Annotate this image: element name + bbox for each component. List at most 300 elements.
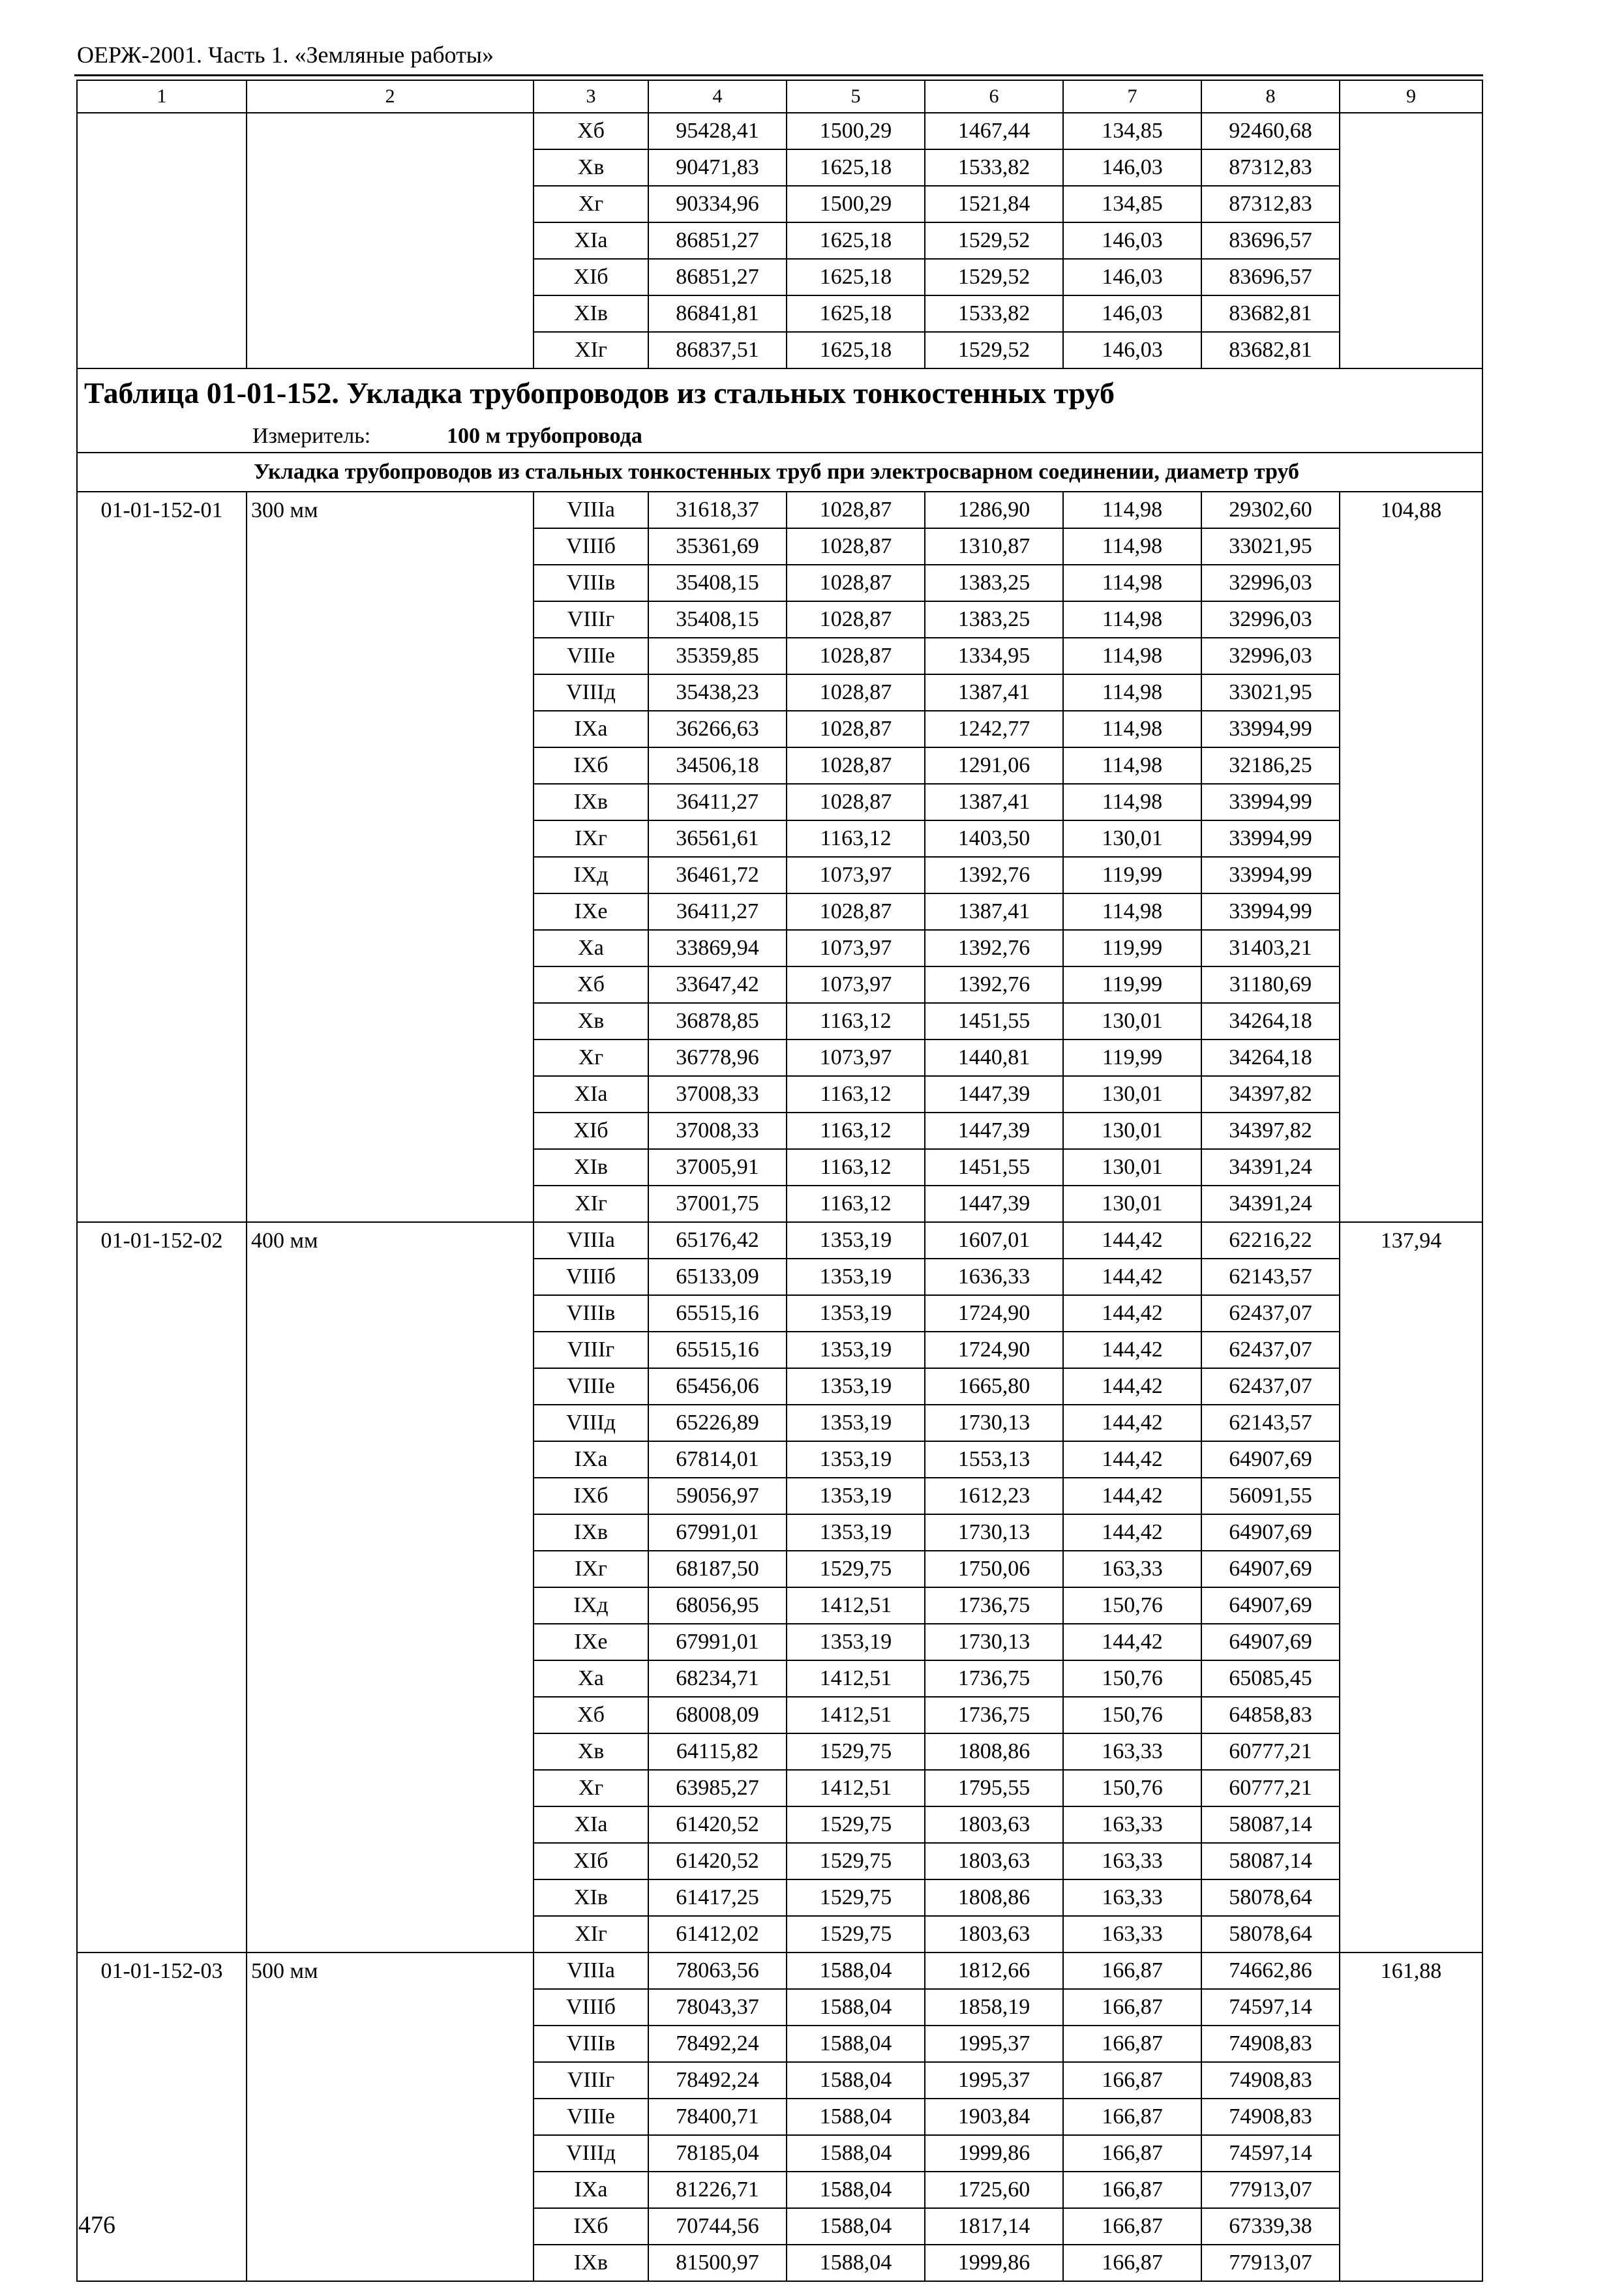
value-cell-c7: 146,03 [1063, 332, 1201, 368]
name-cell [247, 1733, 534, 1770]
zone-cell: VIIIб [534, 528, 648, 565]
unit-row [77, 421, 1482, 453]
value-cell-c8: 32996,03 [1201, 638, 1340, 674]
value-cell-c4: 35408,15 [648, 565, 787, 601]
code-cell [77, 2135, 247, 2172]
value-cell-c8: 62437,07 [1201, 1368, 1340, 1405]
zone-cell: VIIIе [534, 638, 648, 674]
value-cell-c4: 65133,09 [648, 1259, 787, 1295]
c9-cell [1340, 1587, 1482, 1624]
c9-cell [1340, 1916, 1482, 1952]
value-cell-c5: 1028,87 [787, 565, 925, 601]
value-cell-c7: 150,76 [1063, 1660, 1201, 1697]
c9-cell [1340, 930, 1482, 966]
code-cell [77, 1514, 247, 1551]
zone-cell: XIв [534, 295, 648, 332]
value-cell-c6: 1529,52 [925, 259, 1063, 295]
value-cell-c7: 130,01 [1063, 1186, 1201, 1222]
code-cell [77, 1806, 247, 1843]
value-cell-c6: 1803,63 [925, 1843, 1063, 1879]
table-row [77, 1222, 1482, 1259]
value-cell-c5: 1028,87 [787, 893, 925, 930]
value-cell-c5: 1588,04 [787, 2135, 925, 2172]
c9-cell [1340, 1733, 1482, 1770]
c9-cell [1340, 1259, 1482, 1295]
code-cell [77, 674, 247, 711]
code-cell [77, 2172, 247, 2208]
table-row [77, 1843, 1482, 1879]
value-cell-c5: 1412,51 [787, 1660, 925, 1697]
name-cell [247, 1879, 534, 1916]
code-cell [77, 2026, 247, 2062]
name-cell [247, 1989, 534, 2026]
value-cell-c4: 81226,71 [648, 2172, 787, 2208]
value-cell-c4: 68008,09 [648, 1697, 787, 1733]
value-cell-c7: 150,76 [1063, 1587, 1201, 1624]
zone-cell: IXа [534, 2172, 648, 2208]
value-cell-c4: 86851,27 [648, 259, 787, 295]
table-row [77, 1076, 1482, 1113]
value-cell-c4: 35361,69 [648, 528, 787, 565]
name-cell [247, 1149, 534, 1186]
code-cell [77, 1879, 247, 1916]
value-cell-c6: 1383,25 [925, 565, 1063, 601]
value-cell-c6: 1392,76 [925, 857, 1063, 893]
c9-cell [1340, 1879, 1482, 1916]
value-cell-c7: 134,85 [1063, 186, 1201, 222]
value-cell-c6: 1447,39 [925, 1113, 1063, 1149]
value-cell-c6: 1724,90 [925, 1295, 1063, 1332]
value-cell-c7: 163,33 [1063, 1551, 1201, 1587]
value-cell-c8: 74908,83 [1201, 2026, 1340, 2062]
zone-cell: VIIIв [534, 565, 648, 601]
c9-cell [1340, 601, 1482, 638]
name-cell [247, 1770, 534, 1806]
name-cell [247, 1332, 534, 1368]
value-cell-c8: 56091,55 [1201, 1478, 1340, 1514]
value-cell-c8: 87312,83 [1201, 149, 1340, 186]
table-row [77, 1478, 1482, 1514]
name-cell [247, 1551, 534, 1587]
c9-cell [1340, 1697, 1482, 1733]
name-cell [247, 1478, 534, 1514]
c9-cell [1340, 857, 1482, 893]
value-cell-c6: 1607,01 [925, 1222, 1063, 1259]
value-cell-c7: 144,42 [1063, 1478, 1201, 1514]
value-cell-c5: 1353,19 [787, 1295, 925, 1332]
c9-cell [1340, 259, 1482, 295]
value-cell-c4: 36266,63 [648, 711, 787, 747]
value-cell-c7: 166,87 [1063, 2135, 1201, 2172]
code-cell [77, 1770, 247, 1806]
value-cell-c4: 36411,27 [648, 893, 787, 930]
value-cell-c4: 59056,97 [648, 1478, 787, 1514]
code-cell [77, 638, 247, 674]
c9-cell [1340, 565, 1482, 601]
zone-cell: IXе [534, 1624, 648, 1660]
value-cell-c4: 68056,95 [648, 1587, 787, 1624]
value-cell-c8: 34264,18 [1201, 1003, 1340, 1040]
code-cell [77, 2245, 247, 2281]
code-cell [77, 528, 247, 565]
zone-cell: VIIIг [534, 2062, 648, 2099]
value-cell-c6: 1817,14 [925, 2208, 1063, 2245]
name-cell [247, 1697, 534, 1733]
value-cell-c7: 150,76 [1063, 1697, 1201, 1733]
value-cell-c5: 1028,87 [787, 674, 925, 711]
value-cell-c8: 29302,60 [1201, 492, 1340, 528]
zone-cell: IXб [534, 1478, 648, 1514]
code-cell: 01-01-152-01 [77, 492, 247, 528]
value-cell-c6: 1812,66 [925, 1952, 1063, 1989]
value-cell-c6: 1521,84 [925, 186, 1063, 222]
name-cell [247, 747, 534, 784]
value-cell-c7: 144,42 [1063, 1624, 1201, 1660]
value-cell-c4: 64115,82 [648, 1733, 787, 1770]
code-cell [77, 1733, 247, 1770]
value-cell-c7: 119,99 [1063, 966, 1201, 1003]
value-cell-c7: 163,33 [1063, 1843, 1201, 1879]
c9-cell: 104,88 [1340, 492, 1482, 528]
value-cell-c8: 74908,83 [1201, 2099, 1340, 2135]
value-cell-c6: 1795,55 [925, 1770, 1063, 1806]
value-cell-c4: 36878,85 [648, 1003, 787, 1040]
value-cell-c7: 130,01 [1063, 1076, 1201, 1113]
value-cell-c4: 61420,52 [648, 1806, 787, 1843]
value-cell-c7: 114,98 [1063, 711, 1201, 747]
table-row [77, 966, 1482, 1003]
value-cell-c6: 1467,44 [925, 113, 1063, 149]
code-cell [77, 1587, 247, 1624]
value-cell-c6: 1736,75 [925, 1697, 1063, 1733]
column-number: 5 [787, 80, 925, 113]
value-cell-c6: 1808,86 [925, 1733, 1063, 1770]
value-cell-c4: 34506,18 [648, 747, 787, 784]
header-title: ОЕРЖ-2001. Часть 1. «Земляные работы» [77, 42, 494, 68]
table-row [77, 930, 1482, 966]
value-cell-c5: 1353,19 [787, 1368, 925, 1405]
value-cell-c5: 1028,87 [787, 711, 925, 747]
value-cell-c6: 1553,13 [925, 1441, 1063, 1478]
name-cell [247, 259, 534, 295]
zone-cell: Xв [534, 149, 648, 186]
table-row [77, 1624, 1482, 1660]
value-cell-c4: 90471,83 [648, 149, 787, 186]
value-cell-c4: 36411,27 [648, 784, 787, 820]
value-cell-c7: 130,01 [1063, 1003, 1201, 1040]
value-cell-c6: 1447,39 [925, 1076, 1063, 1113]
value-cell-c4: 65456,06 [648, 1368, 787, 1405]
name-cell [247, 2062, 534, 2099]
value-cell-c6: 1750,06 [925, 1551, 1063, 1587]
zone-cell: XIг [534, 1186, 648, 1222]
name-cell [247, 565, 534, 601]
value-cell-c6: 1529,52 [925, 222, 1063, 259]
value-cell-c6: 1636,33 [925, 1259, 1063, 1295]
table-row [77, 784, 1482, 820]
code-cell [77, 1843, 247, 1879]
zone-cell: VIIIа [534, 1952, 648, 1989]
zone-cell: XIг [534, 1916, 648, 1952]
c9-cell [1340, 1514, 1482, 1551]
value-cell-c6: 1736,75 [925, 1587, 1063, 1624]
zone-cell: VIIIг [534, 1332, 648, 1368]
code-cell [77, 2099, 247, 2135]
name-cell [247, 893, 534, 930]
c9-cell [1340, 711, 1482, 747]
c9-cell [1340, 1040, 1482, 1076]
value-cell-c8: 64907,69 [1201, 1514, 1340, 1551]
code-cell [77, 857, 247, 893]
table-row [77, 1660, 1482, 1697]
code-cell [77, 332, 247, 368]
value-cell-c6: 1334,95 [925, 638, 1063, 674]
table-row [77, 528, 1482, 565]
table-row [77, 332, 1482, 368]
table-row [77, 2026, 1482, 2062]
table-row [77, 492, 1482, 528]
c9-cell [1340, 2172, 1482, 2208]
value-cell-c5: 1163,12 [787, 1076, 925, 1113]
column-number-row [77, 80, 1482, 113]
c9-cell [1340, 1149, 1482, 1186]
zone-cell: XIб [534, 1113, 648, 1149]
value-cell-c5: 1588,04 [787, 1989, 925, 2026]
zone-cell: VIIIа [534, 492, 648, 528]
c9-cell [1340, 1551, 1482, 1587]
zone-cell: IXб [534, 747, 648, 784]
table-row [77, 1259, 1482, 1295]
value-cell-c4: 33869,94 [648, 930, 787, 966]
value-cell-c7: 114,98 [1063, 565, 1201, 601]
value-cell-c5: 1353,19 [787, 1514, 925, 1551]
value-cell-c5: 1073,97 [787, 1040, 925, 1076]
table-row [77, 1989, 1482, 2026]
value-cell-c5: 1353,19 [787, 1259, 925, 1295]
zone-cell: Xа [534, 1660, 648, 1697]
value-cell-c6: 1387,41 [925, 893, 1063, 930]
value-cell-c8: 34391,24 [1201, 1149, 1340, 1186]
c9-cell [1340, 1405, 1482, 1441]
column-number: 2 [247, 80, 534, 113]
value-cell-c7: 144,42 [1063, 1332, 1201, 1368]
value-cell-c4: 36561,61 [648, 820, 787, 857]
c9-cell [1340, 2245, 1482, 2281]
c9-cell [1340, 966, 1482, 1003]
code-cell [77, 1076, 247, 1113]
name-cell [247, 2172, 534, 2208]
value-cell-c5: 1353,19 [787, 1222, 925, 1259]
table-row [77, 565, 1482, 601]
code-cell [77, 1003, 247, 1040]
value-cell-c5: 1529,75 [787, 1879, 925, 1916]
table-row [77, 1770, 1482, 1806]
c9-cell [1340, 1624, 1482, 1660]
c9-cell [1340, 2026, 1482, 2062]
value-cell-c5: 1588,04 [787, 2099, 925, 2135]
code-cell [77, 1040, 247, 1076]
value-cell-c8: 65085,45 [1201, 1660, 1340, 1697]
zone-cell: IXв [534, 784, 648, 820]
value-cell-c4: 86837,51 [648, 332, 787, 368]
value-cell-c5: 1529,75 [787, 1551, 925, 1587]
table-row [77, 2135, 1482, 2172]
value-cell-c8: 67339,38 [1201, 2208, 1340, 2245]
value-cell-c6: 1387,41 [925, 674, 1063, 711]
value-cell-c4: 68234,71 [648, 1660, 787, 1697]
value-cell-c4: 67814,01 [648, 1441, 787, 1478]
value-cell-c4: 61420,52 [648, 1843, 787, 1879]
code-cell [77, 966, 247, 1003]
name-cell [247, 1587, 534, 1624]
c9-cell [1340, 820, 1482, 857]
table-row [77, 259, 1482, 295]
value-cell-c5: 1588,04 [787, 2208, 925, 2245]
value-cell-c6: 1286,90 [925, 492, 1063, 528]
column-number: 3 [534, 80, 648, 113]
value-cell-c6: 1999,86 [925, 2135, 1063, 2172]
zone-cell: VIIIв [534, 1295, 648, 1332]
value-cell-c8: 33021,95 [1201, 528, 1340, 565]
column-number: 9 [1340, 80, 1482, 113]
value-cell-c5: 1412,51 [787, 1587, 925, 1624]
value-cell-c7: 134,85 [1063, 113, 1201, 149]
zone-cell: VIIIб [534, 1259, 648, 1295]
value-cell-c6: 1724,90 [925, 1332, 1063, 1368]
zone-cell: XIб [534, 1843, 648, 1879]
value-cell-c7: 144,42 [1063, 1222, 1201, 1259]
code-cell [77, 149, 247, 186]
value-cell-c8: 31180,69 [1201, 966, 1340, 1003]
value-cell-c8: 64858,83 [1201, 1697, 1340, 1733]
name-cell [247, 1040, 534, 1076]
value-cell-c5: 1163,12 [787, 1003, 925, 1040]
name-cell [247, 2245, 534, 2281]
value-cell-c4: 78492,24 [648, 2026, 787, 2062]
name-cell [247, 1076, 534, 1113]
value-cell-c5: 1163,12 [787, 1186, 925, 1222]
value-cell-c7: 150,76 [1063, 1770, 1201, 1806]
name-cell [247, 1405, 534, 1441]
code-cell [77, 893, 247, 930]
value-cell-c5: 1028,87 [787, 784, 925, 820]
value-cell-c8: 74597,14 [1201, 1989, 1340, 2026]
value-cell-c5: 1588,04 [787, 2062, 925, 2099]
table-row [77, 222, 1482, 259]
value-cell-c8: 32996,03 [1201, 565, 1340, 601]
c9-cell [1340, 2208, 1482, 2245]
table-row [77, 601, 1482, 638]
value-cell-c6: 1533,82 [925, 295, 1063, 332]
code-cell [77, 820, 247, 857]
table-row [77, 1952, 1482, 1989]
name-cell [247, 222, 534, 259]
c9-cell [1340, 1806, 1482, 1843]
value-cell-c4: 78492,24 [648, 2062, 787, 2099]
value-cell-c8: 31403,21 [1201, 930, 1340, 966]
zone-cell: Xб [534, 966, 648, 1003]
table-row [77, 2062, 1482, 2099]
c9-cell [1340, 1478, 1482, 1514]
code-cell [77, 1113, 247, 1149]
code-cell [77, 1660, 247, 1697]
value-cell-c8: 34397,82 [1201, 1076, 1340, 1113]
value-cell-c7: 166,87 [1063, 2245, 1201, 2281]
column-number: 4 [648, 80, 787, 113]
value-cell-c5: 1353,19 [787, 1332, 925, 1368]
value-cell-c6: 1995,37 [925, 2062, 1063, 2099]
value-cell-c7: 144,42 [1063, 1368, 1201, 1405]
zone-cell: XIв [534, 1879, 648, 1916]
value-cell-c8: 74597,14 [1201, 2135, 1340, 2172]
name-cell [247, 1806, 534, 1843]
value-cell-c6: 1730,13 [925, 1405, 1063, 1441]
value-cell-c4: 33647,42 [648, 966, 787, 1003]
value-cell-c8: 58087,14 [1201, 1806, 1340, 1843]
value-cell-c7: 146,03 [1063, 259, 1201, 295]
value-cell-c6: 1808,86 [925, 1879, 1063, 1916]
value-cell-c8: 33994,99 [1201, 711, 1340, 747]
name-cell [247, 1441, 534, 1478]
page-number: 476 [78, 2211, 115, 2239]
value-cell-c6: 1392,76 [925, 930, 1063, 966]
value-cell-c5: 1588,04 [787, 2026, 925, 2062]
zone-cell: IXд [534, 1587, 648, 1624]
value-cell-c7: 146,03 [1063, 295, 1201, 332]
value-cell-c4: 37008,33 [648, 1076, 787, 1113]
value-cell-c7: 144,42 [1063, 1405, 1201, 1441]
zone-cell: IXв [534, 2245, 648, 2281]
zone-cell: IXд [534, 857, 648, 893]
value-cell-c4: 78185,04 [648, 2135, 787, 2172]
value-cell-c7: 114,98 [1063, 674, 1201, 711]
value-cell-c8: 33994,99 [1201, 784, 1340, 820]
value-cell-c8: 62216,22 [1201, 1222, 1340, 1259]
table-row [77, 820, 1482, 857]
value-cell-c4: 37005,91 [648, 1149, 787, 1186]
value-cell-c4: 36461,72 [648, 857, 787, 893]
section-heading: Укладка трубопроводов из стальных тонкостенных труб при электросварном соединении, диаметр труб [77, 453, 1482, 492]
value-cell-c8: 87312,83 [1201, 186, 1340, 222]
c9-cell: 161,88 [1340, 1952, 1482, 1989]
c9-cell [1340, 784, 1482, 820]
value-cell-c4: 95428,41 [648, 113, 787, 149]
value-cell-c5: 1500,29 [787, 186, 925, 222]
value-cell-c4: 90334,96 [648, 186, 787, 222]
zone-cell: Xг [534, 1770, 648, 1806]
value-cell-c7: 163,33 [1063, 1733, 1201, 1770]
name-cell [247, 1003, 534, 1040]
value-cell-c6: 1533,82 [925, 149, 1063, 186]
table-row [77, 857, 1482, 893]
value-cell-c5: 1412,51 [787, 1770, 925, 1806]
value-cell-c5: 1529,75 [787, 1806, 925, 1843]
value-cell-c6: 1387,41 [925, 784, 1063, 820]
zone-cell: Xа [534, 930, 648, 966]
name-cell: 400 мм [247, 1222, 534, 1259]
name-cell [247, 1295, 534, 1332]
value-cell-c7: 166,87 [1063, 2099, 1201, 2135]
value-cell-c4: 68187,50 [648, 1551, 787, 1587]
value-cell-c8: 83682,81 [1201, 332, 1340, 368]
value-cell-c5: 1028,87 [787, 638, 925, 674]
value-cell-c8: 92460,68 [1201, 113, 1340, 149]
c9-cell [1340, 1989, 1482, 2026]
table-row [77, 1295, 1482, 1332]
value-cell-c7: 119,99 [1063, 857, 1201, 893]
zone-cell: Xг [534, 1040, 648, 1076]
value-cell-c4: 78063,56 [648, 1952, 787, 1989]
